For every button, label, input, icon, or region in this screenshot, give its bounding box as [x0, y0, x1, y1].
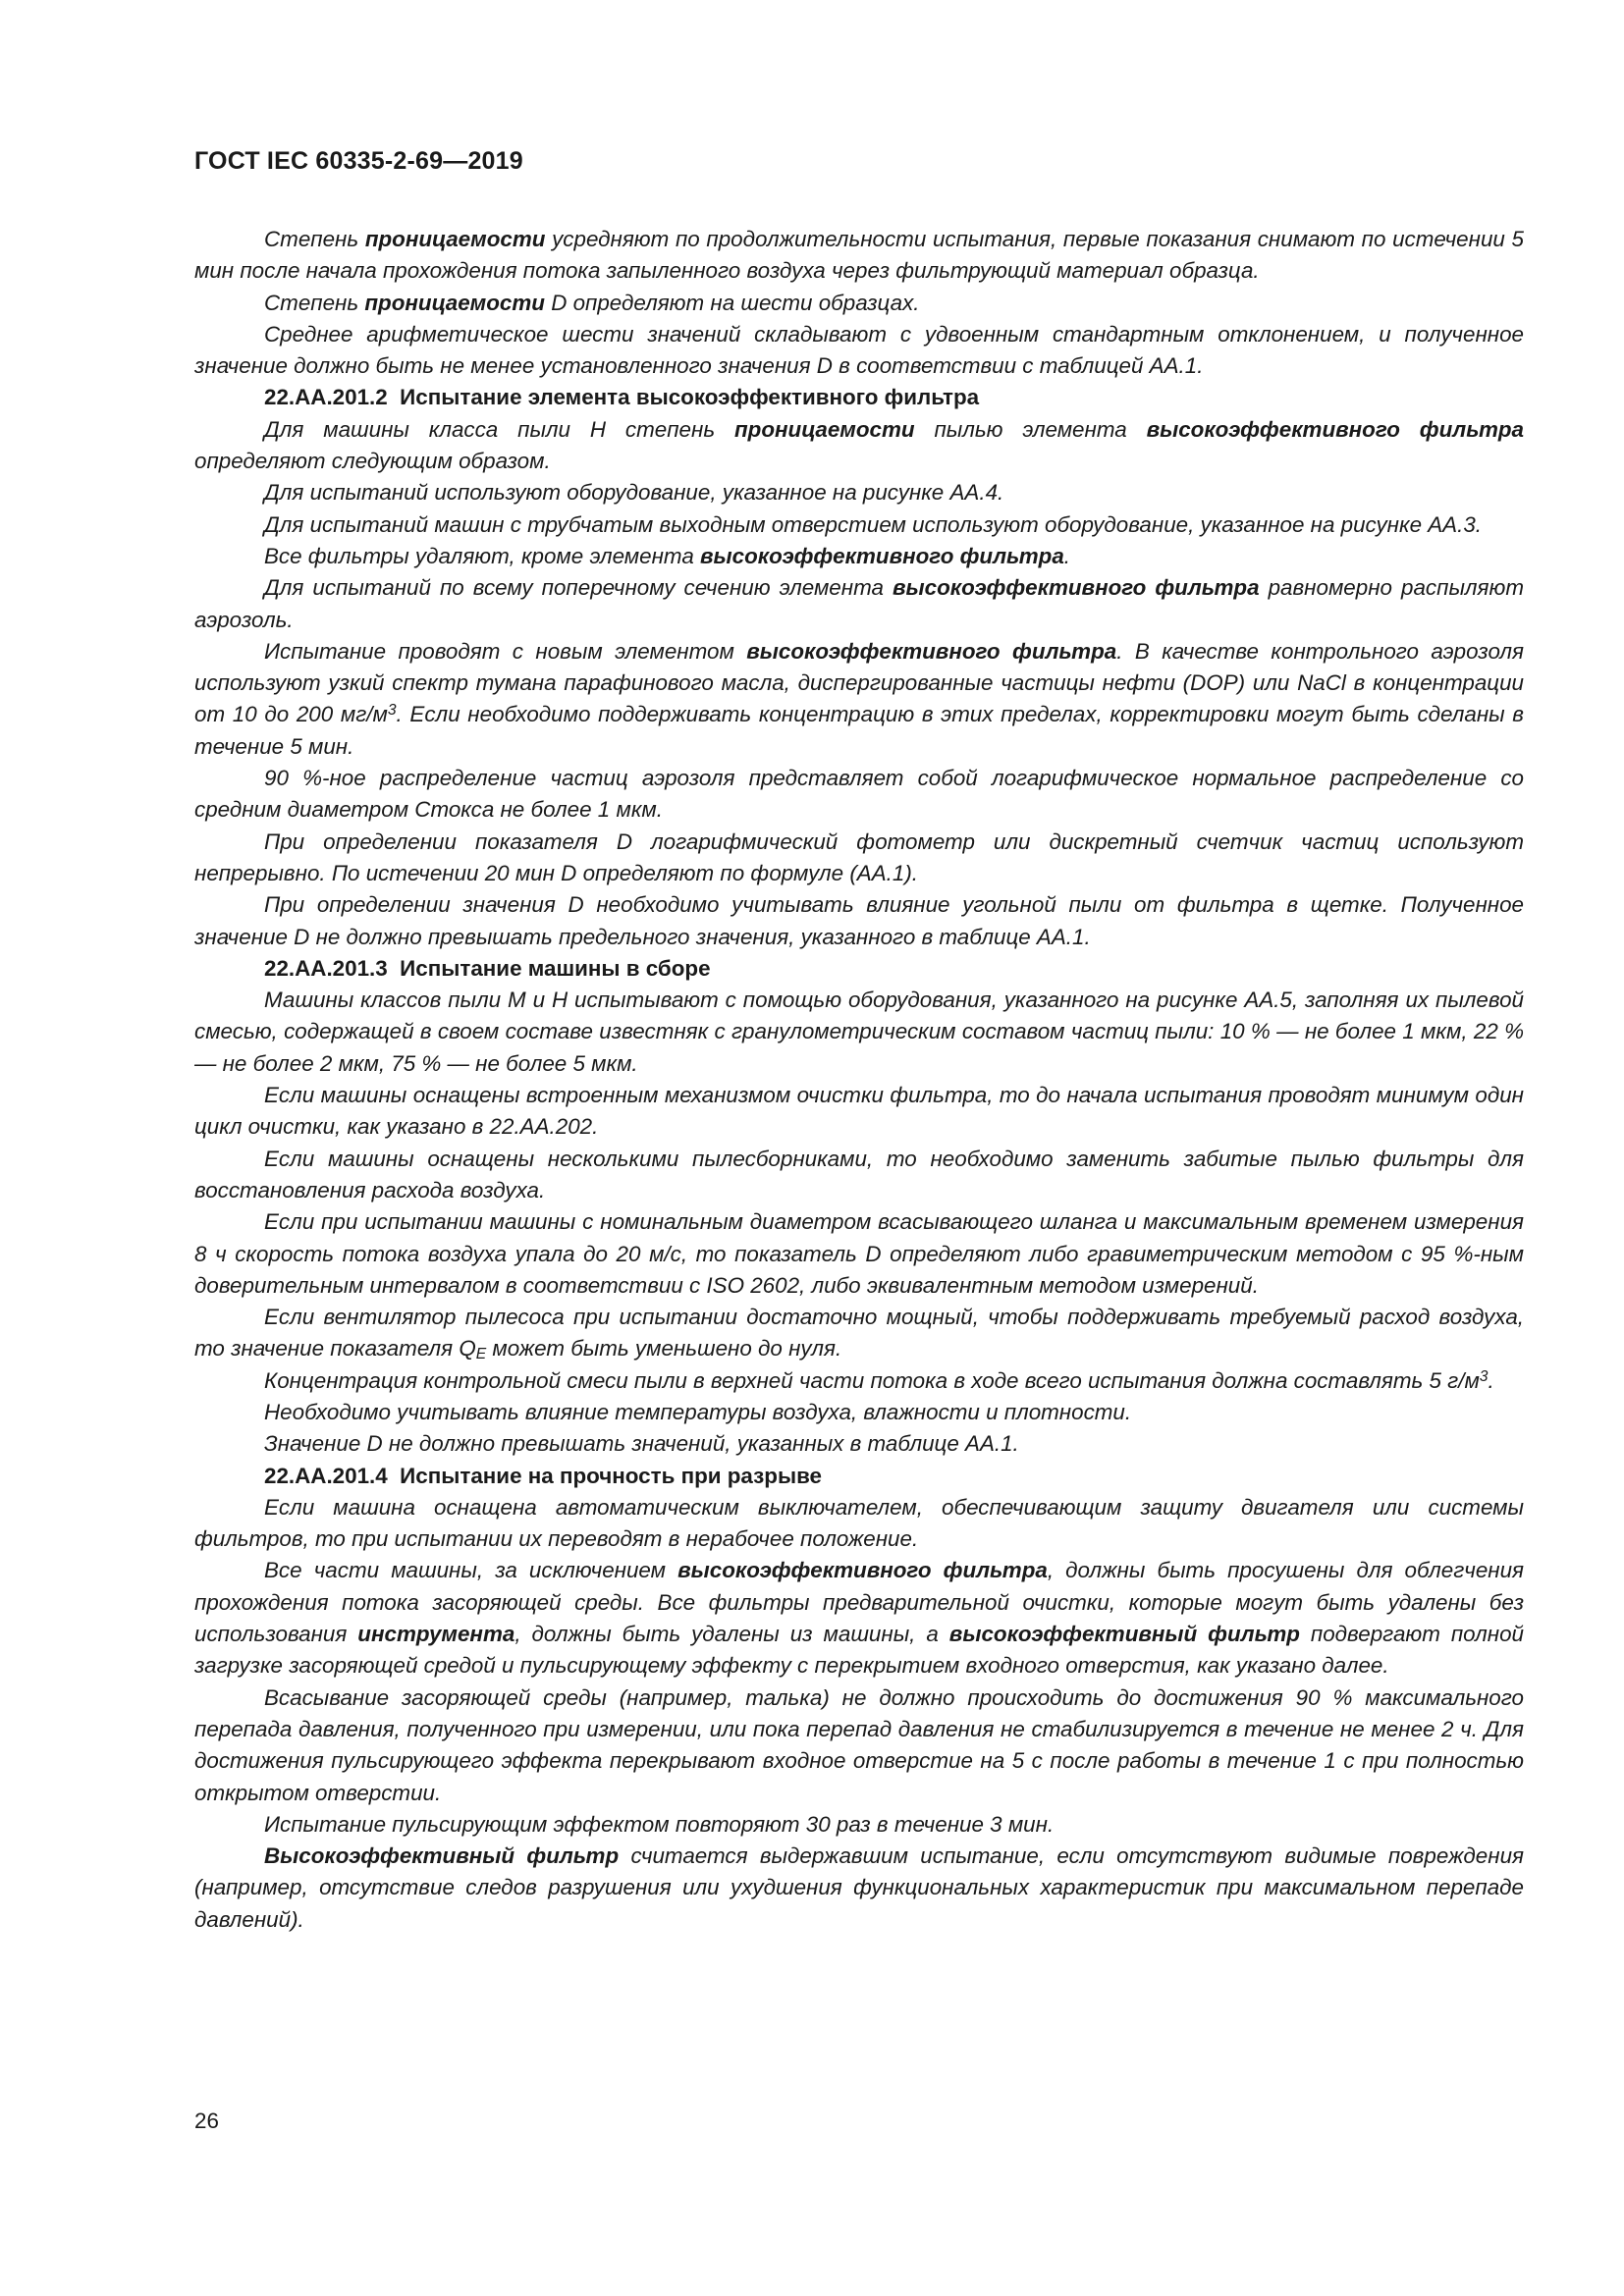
paragraph: [194, 541, 1524, 572]
paragraph: [194, 1428, 1524, 1460]
text-run: 90 %-ное распределение частиц аэрозоля представляет собой логарифмическое нормальное распределение со средним диаметром Стокса не более 1 мкм.: [194, 766, 1524, 823]
paragraph: [194, 1206, 1524, 1302]
term-bold: проницаемости: [364, 227, 546, 251]
term-bold: инструмента: [357, 1622, 515, 1647]
section-title: Испытание на прочность при разрыве: [400, 1463, 823, 1488]
superscript: 3: [387, 702, 397, 720]
paragraph: [194, 763, 1524, 827]
paragraph: [194, 1841, 1524, 1936]
text-run: Для машины класса пыли Н степень: [264, 416, 734, 442]
text-run: Значение D не должно превышать значений, указанных в таблице АА.1.: [264, 1431, 1019, 1457]
paragraph: [194, 636, 1524, 763]
text-run: Всасывание засоряющей среды (например, талька) не должно происходить до достижения 90 % максимального перепада давления, полученного при измерении, или пока перепад давления не стабилизируется в течение не менее 2 ч. Для достижения пульсирующего эффекта перекрывают входное отверстие на 5 с после работы в течение 1 с при полностью открытом отверстии.: [194, 1684, 1524, 1805]
text-run: подвергают полной загрузке засоряющей средой и пульсирующему эффекту с перекрытием входного отверстия, как указано далее.: [194, 1622, 1524, 1679]
text-run: Среднее арифметическое шести значений складывают с удвоенным стандартным отклонением, и полученное значение должно быть не менее установленного значения D в соответствии с таблицей АА.1.: [194, 321, 1524, 379]
text-run: Все части машины, за исключением: [264, 1558, 678, 1583]
text-run: Если при испытании машины с номинальным диаметром всасывающего шланга и максимальным временем измерения 8 ч скорость потока воздуха упала до 20 м/с, то показатель D определяют либо гравиметрическим методом с 95 %-ным доверительным интервалом в соответствии с ISO 2602, либо эквивалентным методом измерений.: [194, 1209, 1524, 1298]
document-body: [194, 224, 1524, 1936]
text-run: Испытание проводят с новым элементом: [264, 638, 747, 664]
paragraph: [194, 509, 1524, 541]
paragraph: [194, 985, 1524, 1080]
text-run: .: [1488, 1367, 1494, 1393]
subscript: E: [475, 1346, 487, 1363]
text-run: Испытание пульсирующим эффектом повторяют 30 раз в течение 3 мин.: [264, 1811, 1055, 1837]
document-header: ГОСТ IEC 60335-2-69—2019: [194, 147, 523, 175]
text-run: Для испытаний по всему поперечному сечению элемента: [264, 575, 893, 601]
paragraph: [194, 1682, 1524, 1809]
text-run: . В качестве контрольного аэрозоля используют узкий спектр тумана парафинового масла, диспергированные частицы нефти (DOP) или NaCl в концентрации от 10 до 200 мг/м: [194, 638, 1525, 727]
text-run: Для испытаний машин с трубчатым выходным отверстием используют оборудование, указанное на рисунке АА.3.: [264, 511, 1483, 537]
term-bold: высокоэффективного фильтра: [746, 638, 1117, 664]
paragraph: [194, 1144, 1524, 1207]
term-bold: высокоэффективного фильтра: [892, 575, 1260, 601]
text-run: Степень: [264, 227, 365, 251]
text-run: определяют следующим образом.: [194, 449, 551, 474]
text-run: При определении показателя D логарифмический фотометр или дискретный счетчик частиц используют непрерывно. По истечении 20 мин D определяют по формуле (АА.1).: [194, 828, 1524, 885]
term-bold: высокоэффективного фильтра: [700, 543, 1064, 568]
page-number: 26: [194, 2109, 219, 2133]
text-run: Степень: [264, 290, 365, 315]
section-heading-22-aa-201-2: [194, 382, 1524, 413]
paragraph: [194, 889, 1524, 953]
paragraph: [194, 1555, 1524, 1682]
text-run: пылью элемента: [914, 416, 1147, 442]
paragraph: [194, 414, 1524, 478]
paragraph: [194, 1080, 1524, 1144]
section-heading-22-aa-201-3: [194, 953, 1524, 985]
term-bold: проницаемости: [733, 416, 915, 442]
text-run: может быть уменьшено до нуля.: [486, 1336, 842, 1362]
paragraph: [194, 319, 1524, 383]
section-number: 22.АА.201.3: [264, 955, 388, 981]
text-run: Машины классов пыли М и Н испытывают с помощью оборудования, указанного на рисунке АА.5, заполняя их пылевой смесью, содержащей в своем составе известняк с гранулометрическим составом частиц пыли: 10 % — не более 1 мкм, 22 % — не более 2 мкм, 75 % — не более 5 мкм.: [194, 988, 1524, 1076]
text-run: Для испытаний используют оборудование, указанное на рисунке АА.4.: [264, 480, 1004, 506]
term-bold: высокоэффективного фильтра: [1146, 416, 1524, 442]
text-run: Концентрация контрольной смеси пыли в верхней части потока в ходе всего испытания должна составлять 5 г/м: [264, 1367, 1480, 1393]
term-bold: высокоэффективного фильтра: [677, 1558, 1048, 1583]
paragraph: [194, 1397, 1524, 1428]
paragraph: [194, 1365, 1524, 1397]
text-run: Если машины оснащены встроенным механизмом очистки фильтра, то до начала испытания проводят минимум один цикл очистки, как указано в 22.АА.202.: [194, 1083, 1524, 1140]
section-heading-22-aa-201-4: [194, 1461, 1524, 1492]
paragraph: [194, 827, 1524, 890]
term-bold: высокоэффективный фильтр: [948, 1622, 1300, 1647]
text-run: При определении значения D необходимо учитывать влияние угольной пыли от фильтра в щетке. Полученное значение D не должно превышать предельного значения, указанного в таблице АА.1.: [194, 892, 1524, 949]
text-run: D определяют на шести образцах.: [544, 290, 920, 315]
paragraph: [194, 1809, 1524, 1841]
paragraph: [194, 572, 1524, 636]
text-run: Необходимо учитывать влияние температуры воздуха, влажности и плотности.: [264, 1399, 1132, 1424]
text-run: усредняют по продолжительности испытания, первые показания снимают по истечении 5 мин после начала прохождения потока запыленного воздуха через фильтрующий материал образца.: [194, 227, 1524, 284]
paragraph: [194, 477, 1524, 508]
paragraph: [194, 288, 1524, 319]
text-run: считается выдержавшим испытание, если отсутствуют видимые повреждения (например, отсутствие следов разрушения или ухудшения функциональных характеристик при максимальном перепаде давлений).: [194, 1843, 1524, 1932]
text-run: Все фильтры удаляют, кроме элемента: [264, 543, 700, 568]
text-run: . Если необходимо поддерживать концентрацию в этих пределах, корректировки могут быть сделаны в течение 5 мин.: [194, 702, 1524, 759]
text-run: Если машина оснащена автоматическим выключателем, обеспечивающим защиту двигателя или системы фильтров, то при испытании их переводят в нерабочее положение.: [194, 1494, 1524, 1552]
text-run: .: [1063, 543, 1071, 568]
section-title: Испытание машины в сборе: [400, 955, 711, 981]
text-run: Если машины оснащены несколькими пылесборниками, то необходимо заменить забитые пылью фильтры для восстановления расхода воздуха.: [194, 1146, 1524, 1202]
term-bold: проницаемости: [364, 290, 545, 315]
term-bold: Высокоэффективный фильтр: [264, 1843, 620, 1869]
text-run: Если вентилятор пылесоса при испытании достаточно мощный, чтобы поддерживать требуемый расход воздуха, то значение показателя Q: [194, 1305, 1524, 1362]
paragraph: [194, 1302, 1524, 1365]
text-run: , должны быть удалены из машины, а: [514, 1622, 949, 1647]
text-run: равномерно распыляют аэрозоль.: [194, 575, 1524, 632]
section-number: 22.АА.201.4: [264, 1463, 388, 1488]
text-run: , должны быть просушены для облегчения прохождения потока засоряющей среды. Все фильтры предварительной очистки, которые могут быть удалены без использования: [194, 1558, 1525, 1647]
paragraph: [194, 224, 1524, 288]
section-title: Испытание элемента высокоэффективного фильтра: [400, 385, 980, 410]
superscript: 3: [1479, 1367, 1489, 1385]
section-number: 22.АА.201.2: [264, 385, 388, 410]
paragraph: [194, 1492, 1524, 1556]
